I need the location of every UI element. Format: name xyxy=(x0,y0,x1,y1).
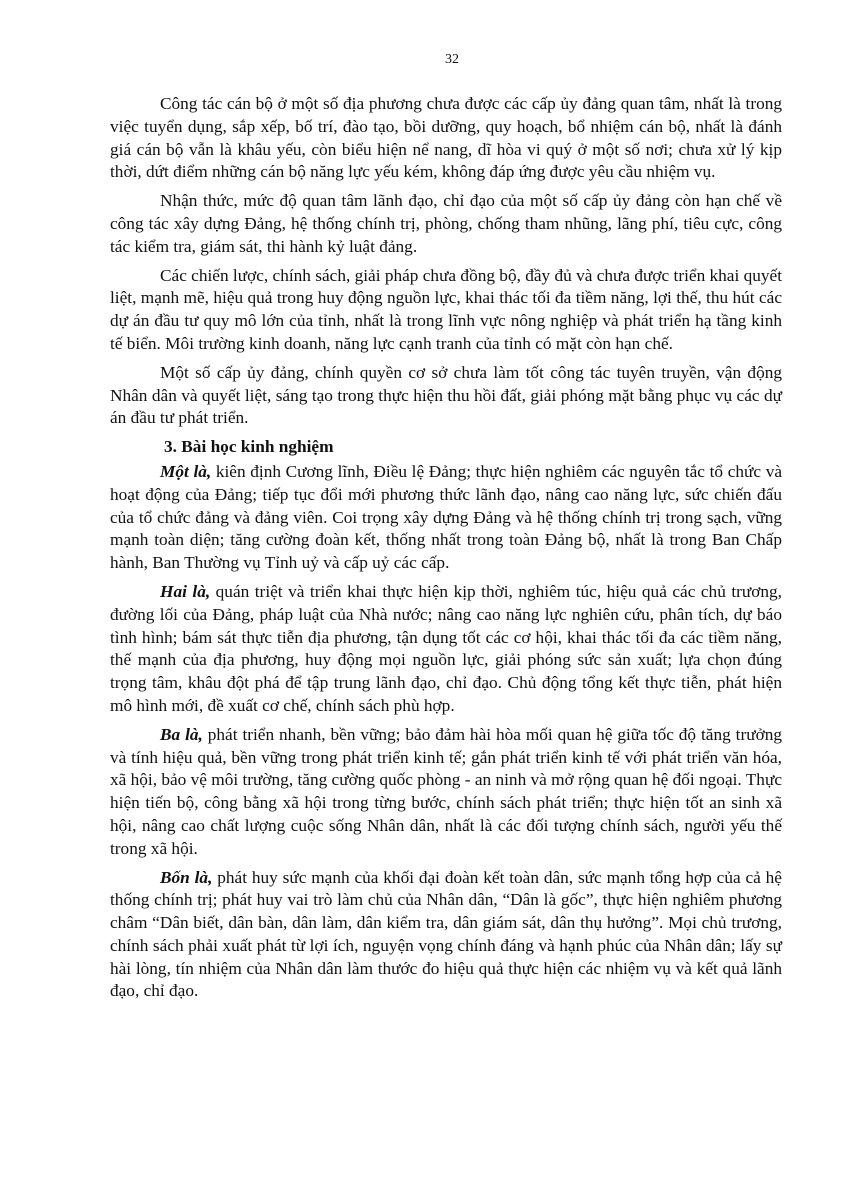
lesson-text: quán triệt và triển khai thực hiện kịp thời, nghiêm túc, hiệu quả các chủ trương, đường lối của Đảng, pháp luật của Nhà nước; nâng cao năng lực nghiên cứu, phân tích, dự báo tình hình; bám sát thực tiễn địa phương, tận dụng tốt các cơ hội, khai thác tối đa các tiềm năng, thế mạnh của địa phương, huy động mọi nguồn lực, giải phóng sức sản xuất; lựa chọn đúng trọng tâm, khâu đột phá để tập trung lãnh đạo, chỉ đạo. Chủ động tổng kết thực tiễn, phát hiện mô hình mới, đề xuất cơ chế, chính sách phù hợp. xyxy=(110,581,783,715)
paragraph: Một số cấp ủy đảng, chính quyền cơ sở chưa làm tốt công tác tuyên truyền, vận động Nhân dân và quyết liệt, sáng tạo trong thực hiện thu hồi đất, giải phóng mặt bằng phục vụ các dự án đầu tư phát triển. xyxy=(110,362,782,428)
paragraph: Nhận thức, mức độ quan tâm lãnh đạo, chỉ đạo của một số cấp ủy đảng còn hạn chế về công tác xây dựng Đảng, hệ thống chính trị, phòng, chống tham nhũng, lãng phí, tiêu cực, công tác kiểm tra, giám sát, thi hành kỷ luật đảng. xyxy=(110,191,782,256)
lesson-paragraph xyxy=(110,581,782,718)
lesson-lead: Một là, xyxy=(160,461,212,481)
paragraph: Công tác cán bộ ở một số địa phương chưa được các cấp ủy đảng quan tâm, nhất là trong việc tuyển dụng, sắp xếp, bố trí, đào tạo, bồi dưỡng, quy hoạch, bổ nhiệm cán bộ, nhất là đánh giá cán bộ vẫn là khâu yếu, còn biểu hiện nể nang, dĩ hòa vi quý ở một số nơi; chưa xử lý kịp thời, dứt điểm những cán bộ năng lực yếu kém, không đáp ứng được yêu cầu nhiệm vụ. xyxy=(110,94,782,182)
lesson-text: phát huy sức mạnh của khối đại đoàn kết toàn dân, sức mạnh tổng hợp của cả hệ thống chính trị; phát huy vai trò làm chủ của Nhân dân, “Dân là gốc”, thực hiện nghiêm phương châm “Dân biết, dân bàn, dân làm, dân kiểm tra, dân giám sát, dân thụ hưởng”. Mọi chủ trương, chính sách phải xuất phát từ lợi ích, nguyện vọng chính đáng và hạnh phúc của Nhân dân; lấy sự hài lòng, tín nhiệm của Nhân dân làm thước đo hiệu quả thực hiện các nhiệm vụ và kết quả lãnh đạo, chỉ đạo. xyxy=(110,867,782,1001)
lesson-paragraph xyxy=(110,867,782,1004)
lesson-text: kiên định Cương lĩnh, Điều lệ Đảng; thực hiện nghiêm các nguyên tắc tổ chức và hoạt động của Đảng; tiếp tục đổi mới phương thức lãnh đạo, nâng cao năng lực, sức chiến đấu của tổ chức đảng và đảng viên. Coi trọng xây dựng Đảng và hệ thống chính trị trong sạch, vững mạnh toàn diện; tăng cường đoàn kết, thống nhất trong toàn Đảng bộ, nhất là trong Ban Chấp hành, Ban Thường vụ Tỉnh uỷ và cấp uỷ các cấp. xyxy=(110,461,783,573)
page-number: 32 xyxy=(445,52,459,67)
lesson-text: phát triển nhanh, bền vững; bảo đảm hài hòa mối quan hệ giữa tốc độ tăng trưởng và tính hiệu quả, bền vững trong phát triển kinh tế; gắn phát triển kinh tế với phát triển văn hóa, xã hội, bảo vệ môi trường, tăng cường quốc phòng - an ninh và mở rộng quan hệ đối ngoại. Thực hiện tiến bộ, công bằng xã hội trong từng bước, chính sách phát triển; thực hiện tốt an sinh xã hội, nâng cao chất lượng cuộc sống Nhân dân, nhất là các đối tượng chính sách, người yếu thế trong xã hội. xyxy=(110,724,783,858)
paragraph: Các chiến lược, chính sách, giải pháp chưa đồng bộ, đầy đủ và chưa được triển khai quyết liệt, mạnh mẽ, hiệu quả trong huy động nguồn lực, khai thác tối đa tiềm năng, lợi thế, thu hút các dự án đầu tư quy mô lớn của tỉnh, nhất là trong lĩnh vực nông nghiệp và phát triển hạ tầng kinh tế biển. Môi trường kinh doanh, năng lực cạnh tranh của tỉnh có mặt còn hạn chế. xyxy=(110,265,782,353)
lesson-paragraph xyxy=(110,461,782,575)
lesson-lead: Ba là, xyxy=(160,724,203,744)
lesson-lead: Bốn là, xyxy=(160,867,213,887)
lesson-lead: Hai là, xyxy=(160,581,211,601)
section-heading: 3. Bài học kinh nghiệm xyxy=(164,437,334,457)
lesson-paragraph xyxy=(110,724,782,861)
